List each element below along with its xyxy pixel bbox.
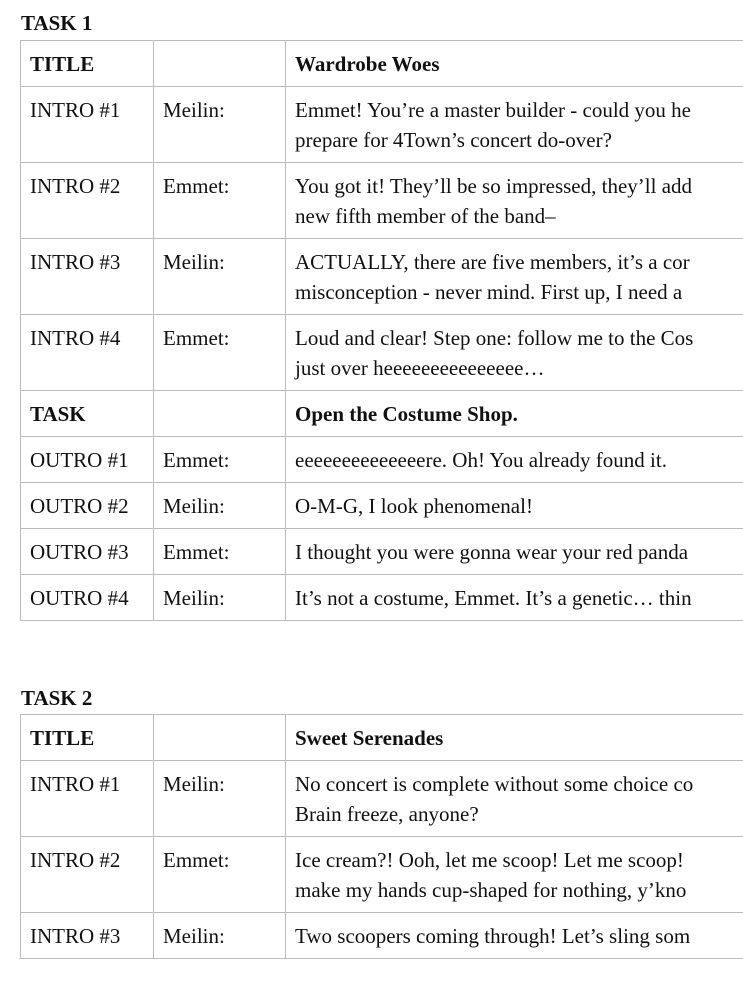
speaker-name: Meilin: <box>154 761 286 837</box>
row-label: INTRO #2 <box>21 837 154 913</box>
script-row <box>21 483 743 529</box>
row-label: INTRO #1 <box>21 87 154 163</box>
dialogue-line: prepare for 4Town’s concert do-over? <box>295 128 612 152</box>
task-2-script-table <box>20 714 743 959</box>
dialogue-text <box>286 239 743 315</box>
task-objective: Open the Costume Shop. <box>286 391 743 437</box>
dialogue-line: misconception - never mind. First up, I need a <box>295 280 683 304</box>
script-row <box>21 87 743 163</box>
speaker-name: Emmet: <box>154 437 286 483</box>
speaker-name: Meilin: <box>154 87 286 163</box>
title-row <box>21 41 743 87</box>
row-label: INTRO #4 <box>21 315 154 391</box>
dialogue-text <box>286 761 743 837</box>
title-speaker-cell <box>154 715 286 761</box>
script-row <box>21 437 743 483</box>
task-title: Wardrobe Woes <box>286 41 743 87</box>
speaker-name: Meilin: <box>154 239 286 315</box>
task-speaker-cell <box>154 391 286 437</box>
speaker-name: Meilin: <box>154 913 286 959</box>
script-row <box>21 761 743 837</box>
task-1-script-table <box>20 40 743 621</box>
dialogue-text <box>286 913 743 959</box>
row-label: INTRO #3 <box>21 239 154 315</box>
dialogue-text <box>286 483 743 529</box>
script-row <box>21 529 743 575</box>
dialogue-text <box>286 575 743 621</box>
title-row <box>21 715 743 761</box>
speaker-name: Emmet: <box>154 163 286 239</box>
row-label: OUTRO #3 <box>21 529 154 575</box>
speaker-name: Meilin: <box>154 575 286 621</box>
dialogue-text <box>286 437 743 483</box>
dialogue-line: new fifth member of the band– <box>295 204 556 228</box>
dialogue-line: Loud and clear! Step one: follow me to the Cos <box>295 326 694 350</box>
speaker-name: Emmet: <box>154 315 286 391</box>
title-label: TITLE <box>21 41 154 87</box>
row-label: OUTRO #1 <box>21 437 154 483</box>
script-row <box>21 575 743 621</box>
dialogue-line: Ice cream?! Ooh, let me scoop! Let me scoop! <box>295 848 684 872</box>
dialogue-text <box>286 87 743 163</box>
row-label: OUTRO #2 <box>21 483 154 529</box>
dialogue-line: Two scoopers coming through! Let’s sling som <box>295 924 691 948</box>
dialogue-line: I thought you were gonna wear your red panda <box>295 540 689 564</box>
speaker-name: Emmet: <box>154 837 286 913</box>
row-label: OUTRO #4 <box>21 575 154 621</box>
dialogue-line: eeeeeeeeeeeeeere. Oh! You already found it. <box>295 448 667 472</box>
task-row <box>21 391 743 437</box>
dialogue-text <box>286 163 743 239</box>
script-row <box>21 239 743 315</box>
dialogue-line: ACTUALLY, there are five members, it’s a cor <box>295 250 690 274</box>
dialogue-line: make my hands cup-shaped for nothing, y’kno <box>295 878 687 902</box>
dialogue-line: No concert is complete without some choice co <box>295 772 694 796</box>
title-label: TITLE <box>21 715 154 761</box>
task-2-heading: TASK 2 <box>21 686 93 710</box>
dialogue-line: Brain freeze, anyone? <box>295 802 479 826</box>
row-label: INTRO #1 <box>21 761 154 837</box>
dialogue-text <box>286 837 743 913</box>
title-speaker-cell <box>154 41 286 87</box>
task-1-heading: TASK 1 <box>21 11 93 35</box>
script-row <box>21 163 743 239</box>
script-row <box>21 315 743 391</box>
dialogue-line: Emmet! You’re a master builder - could you he <box>295 98 691 122</box>
row-label: INTRO #3 <box>21 913 154 959</box>
dialogue-line: just over heeeeeeeeeeeeeee… <box>295 356 545 380</box>
dialogue-line: O-M-G, I look phenomenal! <box>295 494 533 518</box>
script-row <box>21 837 743 913</box>
dialogue-text <box>286 529 743 575</box>
task-title: Sweet Serenades <box>286 715 743 761</box>
speaker-name: Emmet: <box>154 529 286 575</box>
row-label: INTRO #2 <box>21 163 154 239</box>
dialogue-text <box>286 315 743 391</box>
speaker-name: Meilin: <box>154 483 286 529</box>
script-row <box>21 913 743 959</box>
dialogue-line: You got it! They’ll be so impressed, they’ll add <box>295 174 693 198</box>
task-label: TASK <box>21 391 154 437</box>
dialogue-line: It’s not a costume, Emmet. It’s a genetic… thin <box>295 586 692 610</box>
